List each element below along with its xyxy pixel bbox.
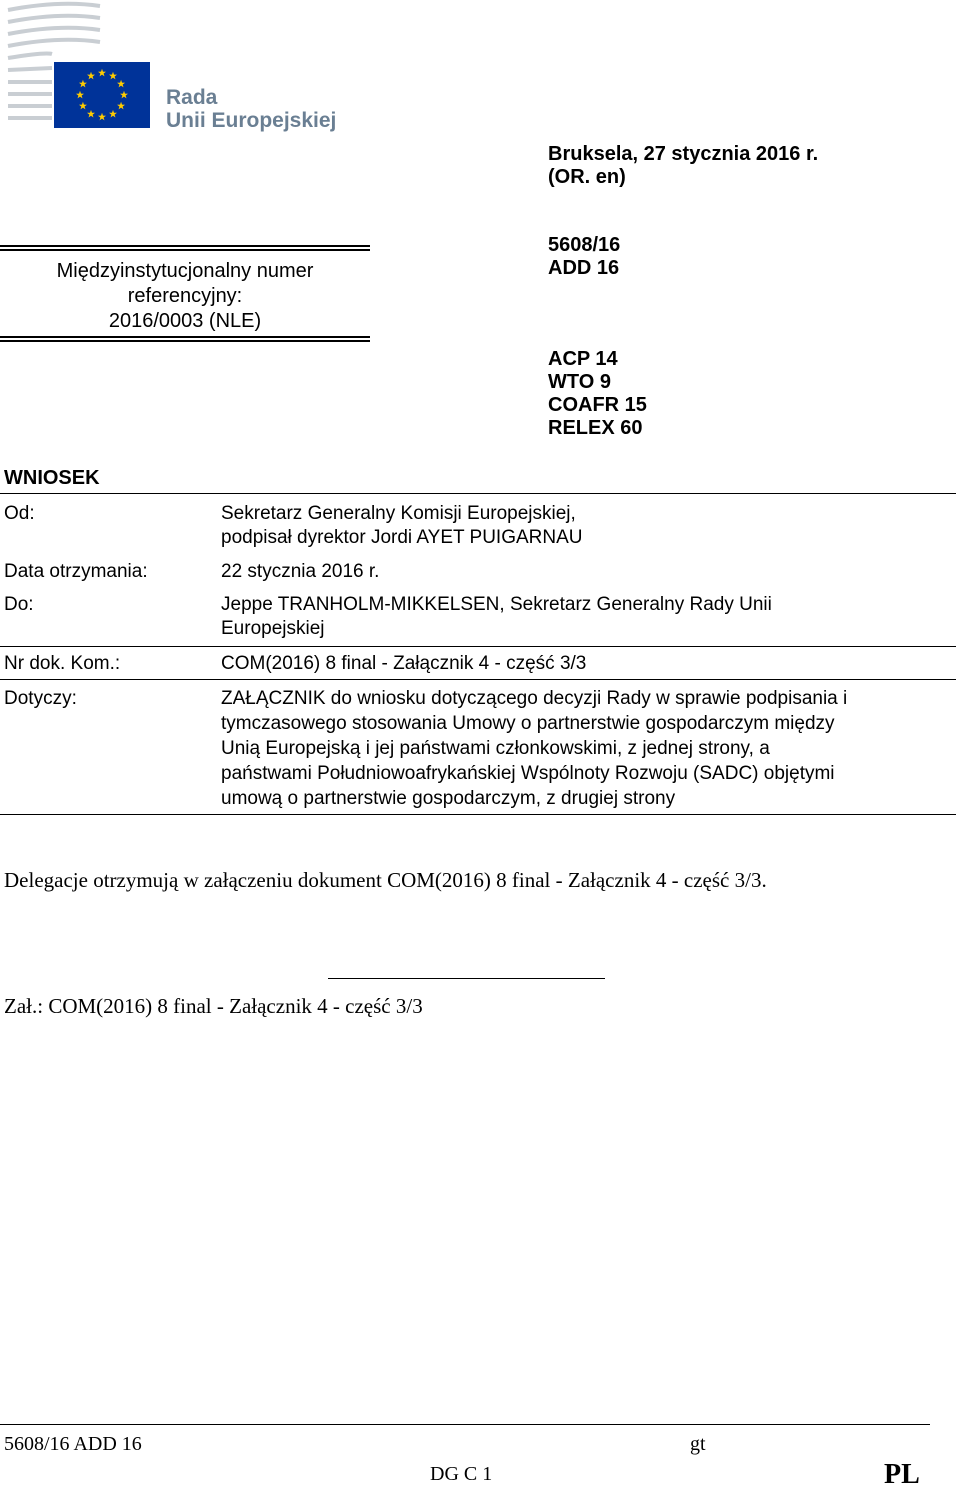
date-value: 22 stycznia 2016 r. — [221, 561, 380, 582]
separator-line — [328, 978, 605, 979]
from-value-line1: Sekretarz Generalny Komisji Europejskiej, — [221, 503, 576, 524]
footer-language: PL — [884, 1459, 920, 1490]
footer-department: DG C 1 — [430, 1463, 493, 1485]
subject-line3: Unią Europejską i jej państwami członkowskimi, z jednej strony, a — [221, 738, 770, 759]
com-number-label: Nr dok. Kom.: — [4, 653, 121, 674]
document-number: 5608/16 — [548, 234, 621, 256]
subject-line2: tymczasowego stosowania Umowy o partnerstwie gospodarczym między — [221, 713, 835, 734]
code-acp: ACP 14 — [548, 348, 618, 370]
date-label: Data otrzymania: — [4, 561, 148, 582]
subject-line4: państwami Południowoafrykańskiej Wspólnoty Rozwoju (SADC) objętymi — [221, 763, 835, 784]
addendum-number: ADD 16 — [548, 257, 620, 279]
code-wto: WTO 9 — [548, 371, 611, 393]
council-logo — [0, 0, 360, 140]
table-bottom-rule — [0, 814, 956, 815]
reference-top-rule — [0, 245, 370, 251]
reference-line3: 2016/0003 (NLE) — [108, 310, 262, 332]
footer-doc-ref: 5608/16 ADD 16 — [4, 1433, 142, 1455]
reference-line2: referencyjny: — [127, 285, 243, 307]
body-text: Delegacje otrzymują w załączeniu dokument COM(2016) 8 final - Załącznik 4 - część 3/3. — [4, 868, 767, 892]
logo-title-line1: Rada — [166, 86, 218, 109]
subject-label: Dotyczy: — [4, 688, 77, 709]
attachment-note: Zał.: COM(2016) 8 final - Załącznik 4 - część 3/3 — [4, 994, 423, 1018]
reference-line1: Międzyinstytucjonalny numer — [56, 260, 314, 282]
from-value-line2: podpisał dyrektor Jordi AYET PUIGARNAU — [221, 527, 583, 548]
subject-line5: umową o partnerstwie gospodarczym, z drugiej strony — [221, 788, 676, 809]
footer-rule — [0, 1424, 930, 1425]
footer-initials: gt — [690, 1433, 706, 1455]
subject-line1: ZAŁĄCZNIK do wniosku dotyczącego decyzji Rady w sprawie podpisania i — [221, 688, 848, 709]
to-value-line2: Europejskiej — [221, 618, 325, 639]
from-label: Od: — [4, 503, 35, 524]
reference-bottom-rule — [0, 336, 370, 342]
document-type: WNIOSEK — [4, 467, 100, 489]
com-number-value: COM(2016) 8 final - Załącznik 4 - część 3/3 — [221, 653, 587, 674]
to-label: Do: — [4, 594, 34, 615]
table-mid-rule — [0, 646, 956, 647]
logo-title-line2: Unii Europejskiej — [166, 109, 337, 132]
place-date: Bruksela, 27 stycznia 2016 r. — [548, 143, 819, 165]
code-relex: RELEX 60 — [548, 417, 643, 439]
table-top-rule — [0, 493, 956, 494]
to-value-line1: Jeppe TRANHOLM-MIKKELSEN, Sekretarz Generalny Rady Unii — [221, 594, 772, 615]
original-language: (OR. en) — [548, 166, 626, 188]
code-coafr: COAFR 15 — [548, 394, 647, 416]
table-subject-rule — [0, 679, 956, 680]
